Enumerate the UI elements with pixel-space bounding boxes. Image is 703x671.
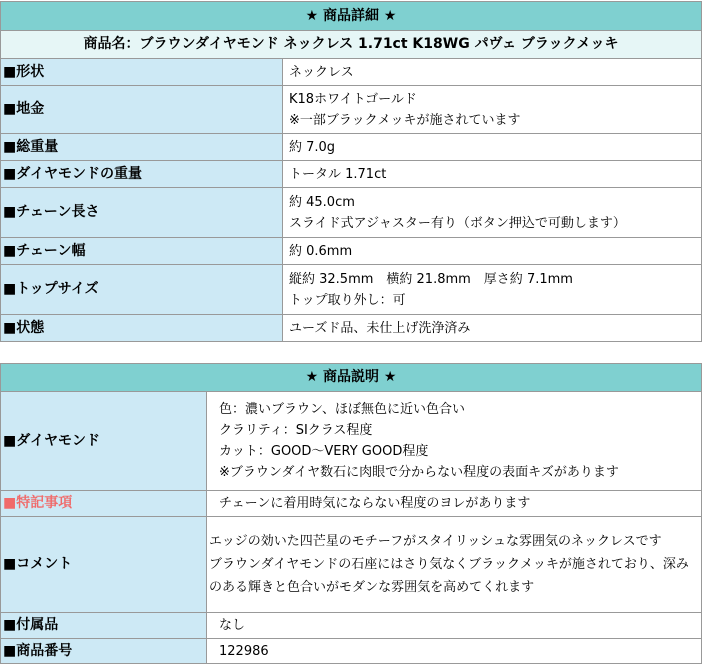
total-weight-label: ■総重量 xyxy=(1,134,283,161)
condition-value: ユーズド品、未仕上げ洗浄済み xyxy=(283,315,702,342)
condition-label: ■状態 xyxy=(1,315,283,342)
total-weight-value: 約 7.0g xyxy=(283,134,702,161)
shape-label: ■形状 xyxy=(1,59,283,86)
product-description-table xyxy=(0,363,702,664)
product-details-table xyxy=(0,1,702,342)
diamond-label: ■ダイヤモンド xyxy=(1,392,207,491)
diamond-weight-value: トータル 1.71ct xyxy=(283,161,702,188)
diamond-value: 色：濃いブラウン、ほぼ無色に近い色合い クラリティ：SIクラス程度 カット：GOOD〜VERY GOOD程度 ※ブラウンダイヤ数石に肉眼で分からない程度の表面キズがあります xyxy=(207,392,702,491)
chain-length-value: 約 45.0cm スライド式アジャスター有り（ボタン押込で可動します） xyxy=(283,188,702,238)
description-title: ★ 商品説明 ★ xyxy=(1,364,702,392)
chain-width-label: ■チェーン幅 xyxy=(1,238,283,265)
product-number-label: ■商品番号 xyxy=(1,639,207,664)
comment-label: ■コメント xyxy=(1,517,207,613)
accessories-value: なし xyxy=(207,613,702,639)
special-notes-label: ■特記事項 xyxy=(1,491,207,517)
details-title: ★ 商品詳細 ★ xyxy=(1,2,702,31)
special-notes-value: チェーンに着用時気にならない程度のヨレがあります xyxy=(207,491,702,517)
comment-value: エッジの効いた四芒星のモチーフがスタイリッシュな雰囲気のネックレスです ブラウンダイヤモンドの石座にはさり気なくブラックメッキが施されており、深みのある輝きと色合いがモダンな雰囲気を高めてくれます xyxy=(207,517,702,613)
accessories-label: ■付属品 xyxy=(1,613,207,639)
top-size-label: ■トップサイズ xyxy=(1,265,283,315)
product-name: 商品名：ブラウンダイヤモンド ネックレス 1.71ct K18WG パヴェ ブラックメッキ xyxy=(1,31,702,59)
product-number-value: 122986 xyxy=(207,639,702,664)
diamond-weight-label: ■ダイヤモンドの重量 xyxy=(1,161,283,188)
metal-value: K18ホワイトゴールド ※一部ブラックメッキが施されています xyxy=(283,86,702,134)
chain-width-value: 約 0.6mm xyxy=(283,238,702,265)
metal-label: ■地金 xyxy=(1,86,283,134)
shape-value: ネックレス xyxy=(283,59,702,86)
chain-length-label: ■チェーン長さ xyxy=(1,188,283,238)
top-size-value: 縦約 32.5mm 横約 21.8mm 厚さ約 7.1mm トップ取り外し：可 xyxy=(283,265,702,315)
